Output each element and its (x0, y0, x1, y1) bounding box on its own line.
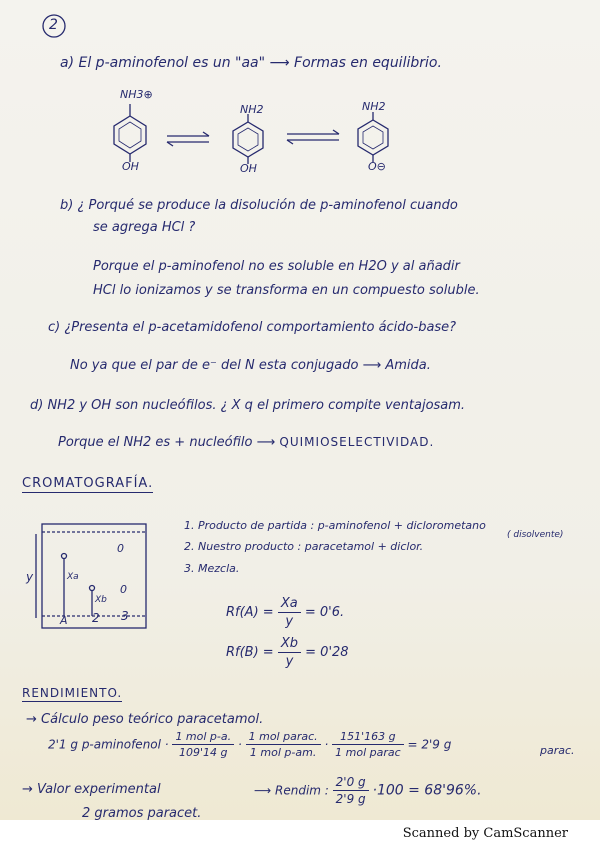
struct1-top-label: NH3⊕ (120, 88, 153, 101)
part-d-answer-prefix: Porque el NH2 es + nucleófilo ⟶ (58, 435, 276, 450)
tlc-xb-label: Xb (95, 595, 107, 605)
struct2-bottom-label: OH (240, 162, 257, 175)
part-d-answer-caps: QUIMIOSELECTIVIDAD. (279, 435, 435, 449)
yield-calc-line: 2'1 g p-aminofenol · $\frac{\text{1 mol p-a.}}{109'14 g}$ · $\frac{\text{1 mol parac.}}{\text{1 mol p-am.}}$ · $\frac{151'163 g}{\text{1 mol parac}}$ = 2'9 g (48, 730, 452, 759)
part-b-question-line1: b) ¿ Porqué se produce la disolución de p-aminofenol cuando (60, 198, 458, 213)
struct1-bottom-label: OH (122, 160, 139, 173)
question-number: 2 (49, 17, 58, 33)
benzene-ring-3 (350, 110, 400, 180)
part-b-answer-line2: HCl lo ionizamos y se transforma en un compuesto soluble. (93, 283, 480, 298)
yield-exp-title: → Valor experimental (22, 782, 161, 797)
rf-a-numerator: Xa (278, 596, 301, 613)
yield-heading: RENDIMIENTO. (22, 686, 123, 700)
yield-rend-result: ·100 = 68'96%. (372, 782, 482, 799)
yield-rend-label: ⟶ Rendim : (254, 783, 329, 798)
tlc-lane-2: 2 (92, 611, 100, 625)
benzene-ring-1 (106, 102, 156, 172)
rf-a-denominator: y (285, 614, 294, 629)
equilibrium-arrow-2 (285, 130, 345, 146)
yield-result-unit: parac. (540, 744, 575, 757)
part-c-answer: No ya que el par de e⁻ del N esta conjugado ⟶ Amida. (70, 358, 431, 373)
yield-exp-value: 2 gramos paracet. (82, 806, 202, 820)
yield-f2-num: 1 mol parac. (246, 730, 321, 745)
yield-f1-num: 1 mol p-a. (172, 730, 234, 745)
legend-item-3: 3. Mezcla. (184, 562, 240, 575)
scanner-watermark: Scanned by CamScanner (402, 826, 568, 841)
benzene-ring-2 (226, 112, 276, 182)
tlc-lane-3: 3 (121, 609, 129, 623)
struct3-top-label: NH2 (362, 100, 386, 113)
yield-f1-den: 109'14 g (179, 746, 228, 759)
tlc-spot-3: 0 (120, 583, 127, 596)
rf-a-value: = 0'6. (304, 605, 345, 620)
yield-result: = 2'9 g (407, 737, 452, 752)
rf-a-formula (226, 596, 344, 629)
legend-item-1: 1. Producto de partida : p-aminofenol + diclorometano (184, 519, 486, 532)
yield-mass: 2'1 g p-aminofenol · (48, 737, 169, 752)
equilibrium-arrow-1 (165, 132, 215, 148)
yield-f3-num: 151'163 g (332, 730, 404, 745)
chromatography-heading: CROMATOGRAFÍA. (22, 476, 154, 491)
part-d-question: d) NH2 y OH son nucleófilos. ¿ X q el primero compite ventajosam. (30, 398, 466, 413)
rf-a-label: Rf(A) = (226, 605, 274, 620)
yield-f3-den: 1 mol parac (335, 746, 401, 759)
rf-b-label: Rf(B) = (226, 645, 274, 660)
rf-b-numerator: Xb (278, 636, 301, 653)
part-b-question-line2: se agrega HCl ? (93, 220, 196, 235)
yield-f2-den: 1 mol p-am. (249, 746, 317, 759)
tlc-y-label: y (26, 570, 34, 584)
part-c-question: c) ¿Presenta el p-acetamidofenol comportamiento ácido-base? (48, 320, 457, 335)
struct3-bottom-label: O⊖ (368, 160, 386, 173)
yield-rend-den: 2'9 g (335, 792, 366, 806)
yield-calc-title: → Cálculo peso teórico paracetamol. (26, 712, 264, 727)
yield-rend-num: 2'0 g (333, 775, 369, 791)
tlc-spot-top: 0 (117, 542, 124, 555)
part-a-text: a) El p-aminofenol es un "aa" ⟶ Formas en equilibrio. (60, 55, 442, 71)
legend-item-2: 2. Nuestro producto : paracetamol + diclor. (184, 540, 424, 553)
tlc-origin-label: A (60, 614, 68, 627)
part-d-answer (58, 435, 434, 450)
yield-rend-line (254, 775, 482, 806)
rf-b-denominator: y (285, 654, 294, 669)
part-b-answer-line1: Porque el p-aminofenol no es soluble en H2O y al añadir (93, 259, 460, 274)
rf-b-value: = 0'28 (305, 645, 349, 660)
rf-b-formula (226, 636, 349, 669)
struct2-top-label: NH2 (240, 103, 264, 116)
tlc-xa-label: Xa (67, 572, 79, 582)
legend-note: ( disolvente) (507, 530, 564, 540)
